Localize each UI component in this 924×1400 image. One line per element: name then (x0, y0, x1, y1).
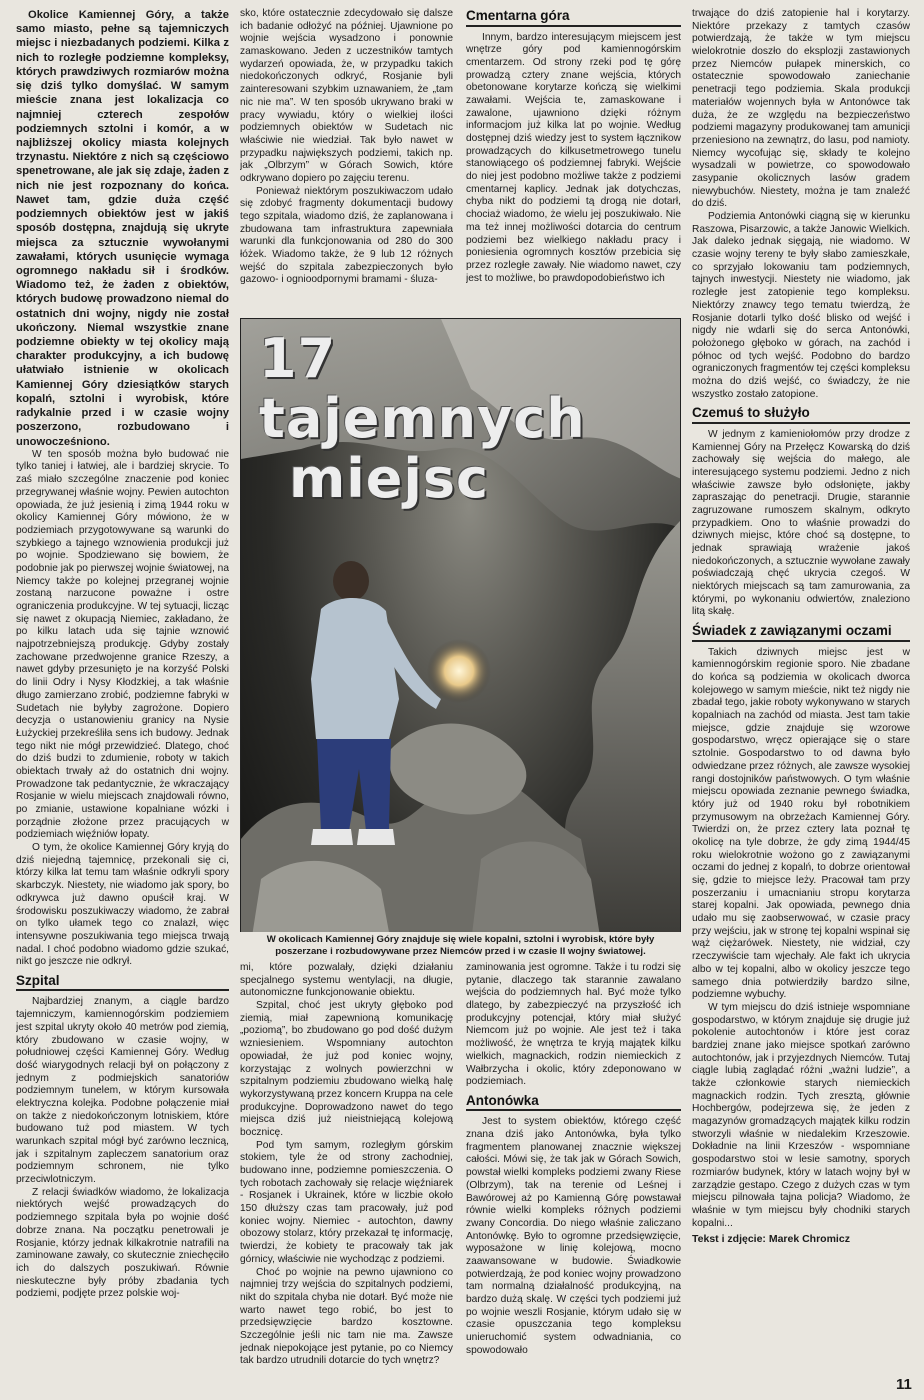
paragraph: W tym miejscu do dziś istnieje wspomniane gospodarstwo, w którym znajduje się drugie już pokolenie autochtonów i które jest coraz bardziej znane jako miejsce spotkań zarówno autochtonów, jak i przyjezdnych Niemców. Tutaj ciągle lubią zaglądać różni „ważni ludzie”, a także członkowie starych niemieckich magnackich rodzin. Tych zresztą, głównie Hochbergów, podejrzewa się, że jeden z magazynów gromadzących majątek kilku rodzin stworzyli właśnie w niedalekim Krzeszowie. Dokładnie na linii Krzeszów - wspomniane gospodarstwo stoi w lesie samotny, sporych rozmiarów budynek, który w latach wojny był w zarządzie gestapo. Czego z dużych czas w tym miejscu pilnowała tajna policja? Wiadomo, że właśnie w tym miejscu były chodniki starych kopalni... (692, 1001, 910, 1229)
paragraph: W jednym z kamieniołomów przy drodze z Kamiennej Góry na Przełęcz Kowarską do dziś zachowały się wejścia do małego, ale interesującego systemu podziemi. Jedno z nich właściwie zawsze było odsłonięte, jakby zapraszając do penetracji. Drugie, starannie zagruzowane rumoszem skalnym, odkryto przypadkiem. Ono to właśnie prowadzi do dziwnych miejsc, które choć są dostępne, to jednak sprawiają wrażenie jakoś niedokończonych, a sztucznie wywołane zawały poświadczają chęć ukrycia czegoś. W niektórych miejscach są tam zamurowania, za którymi, po wykonaniu odwiertów, znaleziono litą skałę. (692, 428, 910, 618)
subheading-antonowka: Antonówka (466, 1093, 681, 1112)
paragraph: Takich dziwnych miejsc jest w kamiennogórskim regionie sporo. Nie zbadane do końca są podziemia w okolicach dworca kolejowego w samym mieście, nikt też nigdy nie zbadał tego, jakie roboty wykonywano w starych kopalniach na zachód od miasta. Jest tam takie miejsce, gdzie znajduje się wzorowe gospodarstwo, wręcz opierające się o stare sztolnie. Gospodarstwo to od dawna było odwiedzane przez różnych, ale zawsze wysokiej rangi dostojników państwowych. O tym właśnie miejscu opowiada zeznanie pewnego świadka, który już od 1940 roku był robotnikiem przymusowym na obrzeżach Kamiennej Góry. Twierdzi on, że przez cztery lata poznał tę okolicę na tyle dobrze, że gdy zimą 1944/45 roku wielokrotnie wożono go z zawiązanymi oczami do jednej z kopalń, to dobrze orientował się, gdzie to miejsce leży. Pracował tam przy poszerzaniu i umacnianiu stropu korytarza starej kopalni. Jak opowiada, pewnego dnia udało mu się zaobserwować, w czasie pracy przy wejściu, jak w stronę tej kopalni wspinał się wąż ciężarówek. Niestety, nie widział, czy rzeczywiście tam wjechały. Ale fakt ich ukrycia albo w tej kopalni, albo w okolicy jeszcze tego samego dnia potwierdziły bardzo silne, podziemne wybuchy. (692, 646, 910, 1001)
paragraph: Pod tym samym, rozległym górskim stokiem, tyle że od strony zachodniej, budowano inne, podziemne pomieszczenia. O tych robotach zachowały się relacje więźniarek - Rosjanek i Ukrainek, które w liczbie około 150 dłuższy czas tam pracowały, już pod koniec wojny. Niemiec - autochton, dawny obozowy stolarz, który przekazał tę informację, twierdzi, że kobiety te pracowały tak jak górnicy, właściwie nie wychodząc z podziemi. (240, 1139, 453, 1265)
paragraph: trwające do dziś zatopienie hal i korytarzy. Niektóre przekazy z tamtych czasów potwierdzają, że także w tym miejscu wielokrotnie doszło do eksplozji zastawionych przez Niemców pułapek minerskich, co ostatecznie spowodowało zaniechanie penetracji tego podziemia. Skala produkcji materiałów wojennych była w Antonówce tak duża, że ze względu na bezpieczeństwo podziemi magazyny produkowanej tam amunicji przeniesiono na zewnątrz, do lasu, pod namioty. Niemcy wycofując się, składy te kolejno wysadzali w powietrze, co spowodowało zasypanie okolicznych lasów gradem niewybuchów. Niestety, można je tam znaleźć do dziś. (692, 8, 910, 210)
subheading-swiadek: Świadek z zawiązanymi oczami (692, 623, 910, 642)
paragraph: O tym, że okolice Kamiennej Góry kryją do dziś niejedną tajemnicę, przekonali się ci, którzy kilka lat temu tam właśnie odkryli spory skarbczyk. Niestety, nie wiadomo jak spory, bo odkrywca już dawno opuścił kraj. W środowisku poszukiwaczy wiadomo, że zabrał on tylko ułamek tego co znalazł, więc intensywne poszukiwania tego miejsca trwają nadal. I choć podobno wiadomo gdzie szukać, nikt go jeszcze nie odkrył. (16, 842, 229, 968)
article-headline: 17 tajemnych miejsc (259, 327, 586, 510)
page-number: 11 (896, 1376, 912, 1393)
paragraph: Szpital, choć jest ukryty głęboko pod ziemią, miał zapewnioną komunikację „poziomą”, bo zbudowano go pod dość dużym wzniesieniem. Wspomniany autochton opowiadał, że już pod koniec wojny, korzystając z wolnych powierzchni w szpitalnym podziemiu zbudowano wielką halę wykorzystywaną przez koncern Kruppa na cele produkcyjne. Doprowadzono nawet do tego miejsca dziś już nieistniejącą kolejową bocznicę. (240, 1000, 453, 1138)
paragraph: Najbardziej znanym, a ciągle bardzo tajemniczym, kamiennogórskim podziemiem jest szpital ukryty około 40 metrów pod ziemią, który zbudowano w czasie wojny, w południowej części Kamiennej Góry. Według dość wiarygodnych relacji był on połączony z jednym z podmiejskich sanatoriów podziemnym tunelem, w którym kursowała elektryczna kolejka. Podobne połączenie miał on także z niedokończonym lotniskiem, które budowano tuż pod miastem. W tych warunkach szpital mógł być zarówno lecznicą, jak i szpitalnym zapleczem sanatorium oraz podziemnym schronem, nie tylko przeciwlotniczym. (16, 996, 229, 1186)
article-column-3-bottom (466, 962, 681, 1394)
article-column-2-bottom (240, 962, 453, 1394)
paragraph: Jest to system obiektów, którego część znana dziś jako Antonówka, była tylko fragmentem planowanej znacznie większej całości. Mówi się, że tak jak w Górach Sowich, powstał wielki kompleks podziemi zwany Riese (Olbrzym), tak na terenie od Leśnej i Bawórowej aż po Kamienną Górę powstawał równie wielki kompleks różnych podziemi zwany Concordia. Do niego właśnie zaliczano Antonówkę. Było to ogromne przedsięwzięcie, wyposażone w linię kolejową, mocno zaawansowane w budowie. Świadkowie potwierdzają, że pod koniec wojny prowadzono tam normalną działalność produkcyjną, na bardzo dużą skalę. W części tych podziemi już po wojnie weszli Rosjanie, którym udało się w czasie opuszczania tego kompleksu unieruchomić system odwadniania, co spowodowało (466, 1116, 681, 1356)
paragraph: Ponieważ niektórym poszukiwaczom udało się zdobyć fragmenty dokumentacji budowy tego szpitala, wiadomo dziś, że zaplanowana i zbudowana tam infrastruktura zapewniała warunki dla funkcjonowania od 280 do 300 łóżek. Wiadomo także, że 9 lub 12 różnych wejść do szpitala zabezpieczonych było gazowo- i ognioodpornymi bramami - śluza- (240, 185, 453, 286)
paragraph: W ten sposób można było budować nie tylko taniej i łatwiej, ale i bardziej skrycie. To zaś miało szczególne znaczenie pod koniec przegrywanej właśnie wojny. Pewien autochton opowiada, że już jesienią i zimą 1944 roku w okolicy Kamiennej Góry mówiono, że w podziemiach przygotowywane są warunki do szybkiego a tajnego wznowienia produkcji już po wojnie. Spodziewano się bowiem, że podobnie jak po pierwszej wojnie światowej, na Niemcy także po kolejnej przegranej wojnie zostaną narzucone poważne i ostre ograniczenia produkcyjne. W tej sytuacji, licząc się nawet z okupacją Niemiec, zakładano, że po kilku latach uda się tajnie wznowić najpotrzebniejszą produkcję. Gdyby zostały zachowane przedwojenne granice Rzeszy, a nawet gdyby przesunięto je na korzyść Polski do linii Odry i Nysy Kłodzkiej, a tak właśnie długo zamierzano zrobić, podziemne fabryki w Sudetach nie byłyby zagrożone. Dopiero decyzja o ustanowieniu granicy na Nysie Łużyckiej przekreśliła sens ich budowy. Jednak tego nikt nie mógł przewidzieć. Dlatego, choć do dziś budzi to zdumienie, roboty w takich obiektach trwały aż do ostatnich dni wojny. Prowadzone tak pedantycznie, że wkraczający Rosjanie w wielu miejscach znajdowali równo, po zmianie, ustawione kopalniane wózki i porządnie złożone przez pracujących w podziemiach więźniów łopaty. (16, 448, 229, 841)
article-column-4 (692, 8, 910, 1394)
paragraph: Podziemia Antonówki ciągną się w kierunku Raszowa, Pisarzowic, a także Janowic Wielkich. Jak daleko jednak sięgają, nie wiadomo. W czasie wojny tereny te były słabo zamieszkałe, co sprzyjało lokowaniu tam podziemnych, tajnych inwestycji. Niestety nie wiadomo, jak rozległe jest zatopienie tego kompleksu. Niektórzy znawcy tego tematu twierdzą, że Rosjanie dotarli tylko dość blisko od wejść i nigdy nie wdarli się do serca Antonówki, położonego głęboko w górach, na zachód i północ od tych wejść. Podobno do bardzo ograniczonych fragmentów tej części kompleksu można do dziś wejść, co świadczy, że nie wszystko zostało zatopione. (692, 211, 910, 400)
paragraph: Choć po wojnie na pewno ujawniono co najmniej trzy wejścia do szpitalnych podziemi, nikt do szpitala chyba nie dotarł. Być może nie warto nawet tego robić, bo jest to przedsięwzięcie bardzo kosztowne. Szczególnie jeśli nic tam nie ma. Zawsze jednak niepokojące jest pytanie, po co Niemcy tak bardzo utrudnili dotarcie do tych wnętrz? (240, 1266, 453, 1367)
subheading-cmentarna-gora: Cmentarna góra (466, 8, 681, 27)
paragraph: zaminowania jest ogromne. Także i tu rodzi się pytanie, dlaczego tak starannie zawalano wejścia do podziemnych hal. Być może tylko dlatego, by zabezpieczyć na przyszłość ich produkcyjny potencjał, który miał służyć Niemcom już po wojnie. Ale jest też i taka możliwość, że wnętrza te kryją majątek kilku wielkich, magnackich, rodzin niemieckich z Wałbrzycha i okolic, który zdeponowano w podziemiach. (466, 962, 681, 1088)
article-lead: Okolice Kamiennej Góry, a także samo miasto, pełne są tajemniczych miejsc i niezbadanych podziemi. Kilka z nich to rozległe podziemne kompleksy, których prawdziwych rozmiarów można się dziś tylko domyślać. W samym mieście znana jest lokalizacja co najmniej czterech zespołów podziemnych sztolni i komór, a w najbliższej okolicy miasta kolejnych trzynastu. Niektóre z nich są częściowo spenetrowane, ale jak się zdaje, żaden z nich nie jest rozpoznany do końca. Nawet tam, gdzie duża część podziemnych obiektów jest w jakiś sposób dostępna, znajdują się ukryte miejsca za sztucznie wywołanymi zawałami, których usunięcie wymaga ogromnego nakładu sił i środków. Wiadomo też, że żaden z obiektów, których budowę prowadzono niemal do ostatnich dni wojny, nigdy nie został ukończony. Niemal wszystkie znane podziemne obiekty w tej okolicy mają charakter produkcyjny, a ich budowę ułatwiało istnienie w okolicach Kamiennej Góry dziesiątków starych kopalń, sztolni i wyrobisk, które radykalnie przed i w czasie wojny poszerzono, rozbudowano i unowocześniono. (16, 9, 229, 448)
subheading-czemus-to-sluzylo: Czemuś to służyło (692, 405, 910, 424)
paragraph: sko, które ostatecznie zdecydowało się dalsze ich badanie odłożyć na później. Ujawnione po wojnie wejścia wysadzono i ponownie zamaskowano. Jeden z uczestników tamtych wydarzeń opowiada, że, w przypadku takich niedokończonych odkryć, Rosjanie byli zainteresowani szybkim uznawaniem, że „tam nic nie ma”. W ten sposób ukrywano braki w pracy wywiadu, który o wielkiej ilości podziemnych obiektów w Sudetach nic właściwie nie wiedział. Tak było nawet w przypadku największych podziemi, takich np. jak „Olbrzym” w Górach Sowich, które odkrywano dopiero po zajęciu terenu. (240, 8, 453, 184)
article-column-3-top (466, 8, 681, 323)
article-column-2-top (240, 8, 453, 323)
article-photo (240, 318, 681, 942)
subheading-szpital: Szpital (16, 973, 229, 992)
paragraph: mi, które pozwalały, dzięki działaniu specjalnego systemu wentylacji, na długie, autonomiczne funkcjonowanie obiektu. (240, 962, 453, 999)
author-credit: Tekst i zdjęcie: Marek Chromicz (692, 1233, 850, 1246)
article-column-1 (16, 8, 229, 1394)
photo-caption: W okolicach Kamiennej Góry znajduje się wiele kopalni, sztolni i wyrobisk, które były poszerzane i rozbudowywane przez Niemców przed i w czasie II wojny światowej. (240, 932, 681, 960)
paragraph: Z relacji świadków wiadomo, że lokalizacja niektórych wejść prowadzących do podziemnego szpitala była po wojnie dość dobrze znana. Na początku penetrowali je Rosjanie, którzy jednak kilkakrotnie natrafili na zaminowane zawały, co skutecznie zniechęciło ich do dalszych poszukiwań. Równie nieskuteczne były próby zbadania tych podziemi, podjęte przez polskie woj- (16, 1186, 229, 1300)
paragraph: Innym, bardzo interesującym miejscem jest wnętrze góry pod kamiennogórskim cmentarzem. Od strony rzeki pod tę górę prowadzą cztery znane wejścia, których obetonowane korytarze kończą się wielkimi zawałami. Wejścia te, zamaskowane i zawalone, ujawniono dzięki różnym informacjom już kilka lat po wojnie. Według dostępnej dziś wiedzy jest to system łącznikow prowadzących do kilkusetmetrowego tunelu stanowiącego oś podziemnej fabryki. Wejście do niej jest podobno możliwe także z podziemi cmentarnej kaplicy. Jednak jak dotychczas, chyba nikt do podziemi tą drogą nie dotarł, chociaż wiadomo, że wielu jej poszukiwało. Nie ma też innej możliwości dotarcia do centrum podziemi bez wielkiego nakładu pracy i poniesienia ogromnych kosztów przebicia się przez rozległe zawały. Nie wiadomo nawet, czy jest to możliwe, bo prawdopodobieństwo ich (466, 31, 681, 284)
